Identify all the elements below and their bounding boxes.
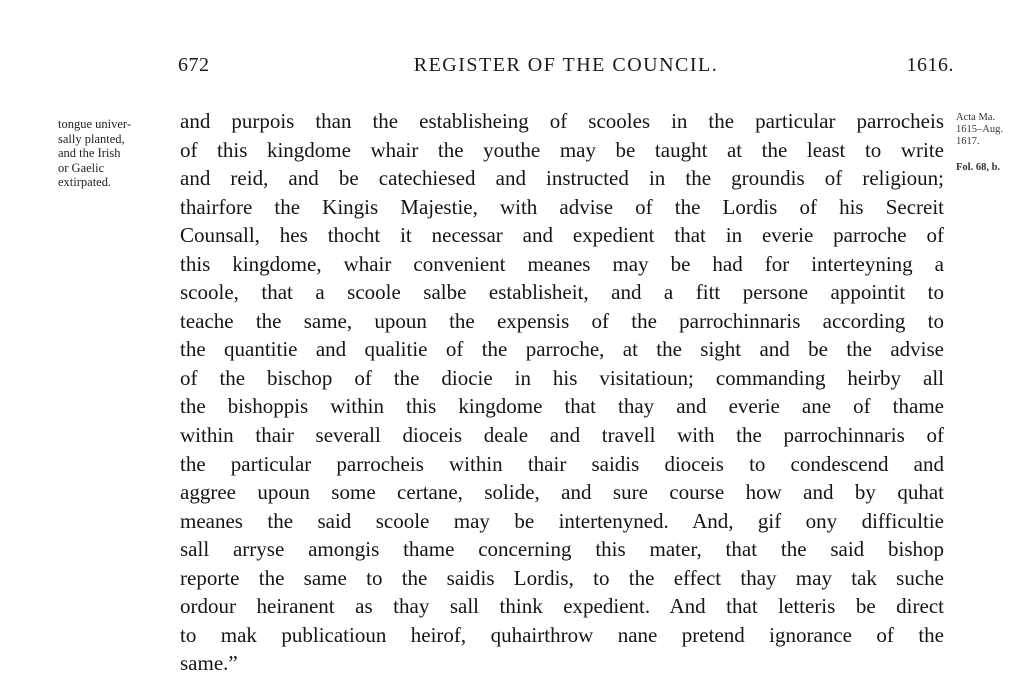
- page-number: 672: [178, 54, 210, 76]
- text-line: meanes the said scoole may be intertenyned. And, gif ony difficultie: [180, 508, 944, 533]
- text-line: of the bischop of the diocie in his visitatioun; commanding heirby all: [180, 365, 944, 390]
- text-line: ordour heiranent as thay sall think expedient. And that letteris be direct: [180, 594, 944, 619]
- left-note-line: extirpated.: [58, 175, 112, 189]
- text-line: Counsall, hes thocht it necessar and expedient that in everie parroche of: [180, 223, 944, 248]
- text-line: of this kingdome whair the youthe may be taught at the least to write: [180, 137, 944, 162]
- text-line: sall arryse amongis thame concerning this mater, that the said bishop: [180, 537, 944, 562]
- body-text: [180, 107, 944, 678]
- text-line: and reid, and be catechiesed and instructed in the groundis of religioun;: [180, 166, 944, 191]
- text-line: aggree upoun some certane, solide, and sure course how and by quhat: [180, 480, 944, 505]
- right-note-line: Acta Ma.: [956, 112, 996, 123]
- text-line: within thair severall dioceis deale and travell with the parrochinnaris of: [180, 423, 944, 448]
- text-line: and purpois than the establisheing of scooles in the particular parrocheis: [180, 109, 944, 133]
- left-note-line: and the Irish: [58, 146, 121, 160]
- text-line: this kingdome, whair convenient meanes may be had for interteyning a: [180, 251, 944, 276]
- text-line: teache the same, upoun the expensis of the parrochinnaris according to: [180, 308, 944, 333]
- text-line: to mak publicatioun heirof, quhairthrow nane pretend ignorance of the: [180, 622, 944, 647]
- text-line: scoole, that a scoole salbe establisheit, and a fitt persone appointit to: [180, 280, 944, 305]
- left-note-line: sally planted,: [58, 131, 125, 146]
- text-line: reporte the same to the saidis Lordis, to the effect thay may tak suche: [180, 565, 944, 590]
- text-line: the bishoppis within this kingdome that thay and everie ane of thame: [180, 394, 944, 419]
- right-note-line: 1615–Aug.: [956, 124, 1003, 135]
- right-note-line: 1617.: [956, 136, 980, 147]
- running-head: [178, 54, 954, 82]
- folio-reference: Fol. 68, b.: [956, 162, 1001, 173]
- left-margin-note: [58, 117, 176, 190]
- text-line: the quantitie and qualitie of the parroche, at the sight and be the advise: [180, 337, 944, 362]
- right-margin-note: [956, 112, 1022, 174]
- text-line: thairfore the Kingis Majestie, with advise of the Lordis of his Secreit: [180, 194, 944, 219]
- text-line: same.”: [180, 651, 238, 676]
- text-line: the particular parrocheis within thair saidis dioceis to condescend and: [180, 451, 944, 476]
- page-title: REGISTER OF THE COUNCIL.: [413, 54, 719, 76]
- left-note-line: tongue univer-: [58, 117, 131, 131]
- header-year: 1616.: [906, 54, 954, 76]
- left-note-line: or Gaelic: [58, 160, 105, 175]
